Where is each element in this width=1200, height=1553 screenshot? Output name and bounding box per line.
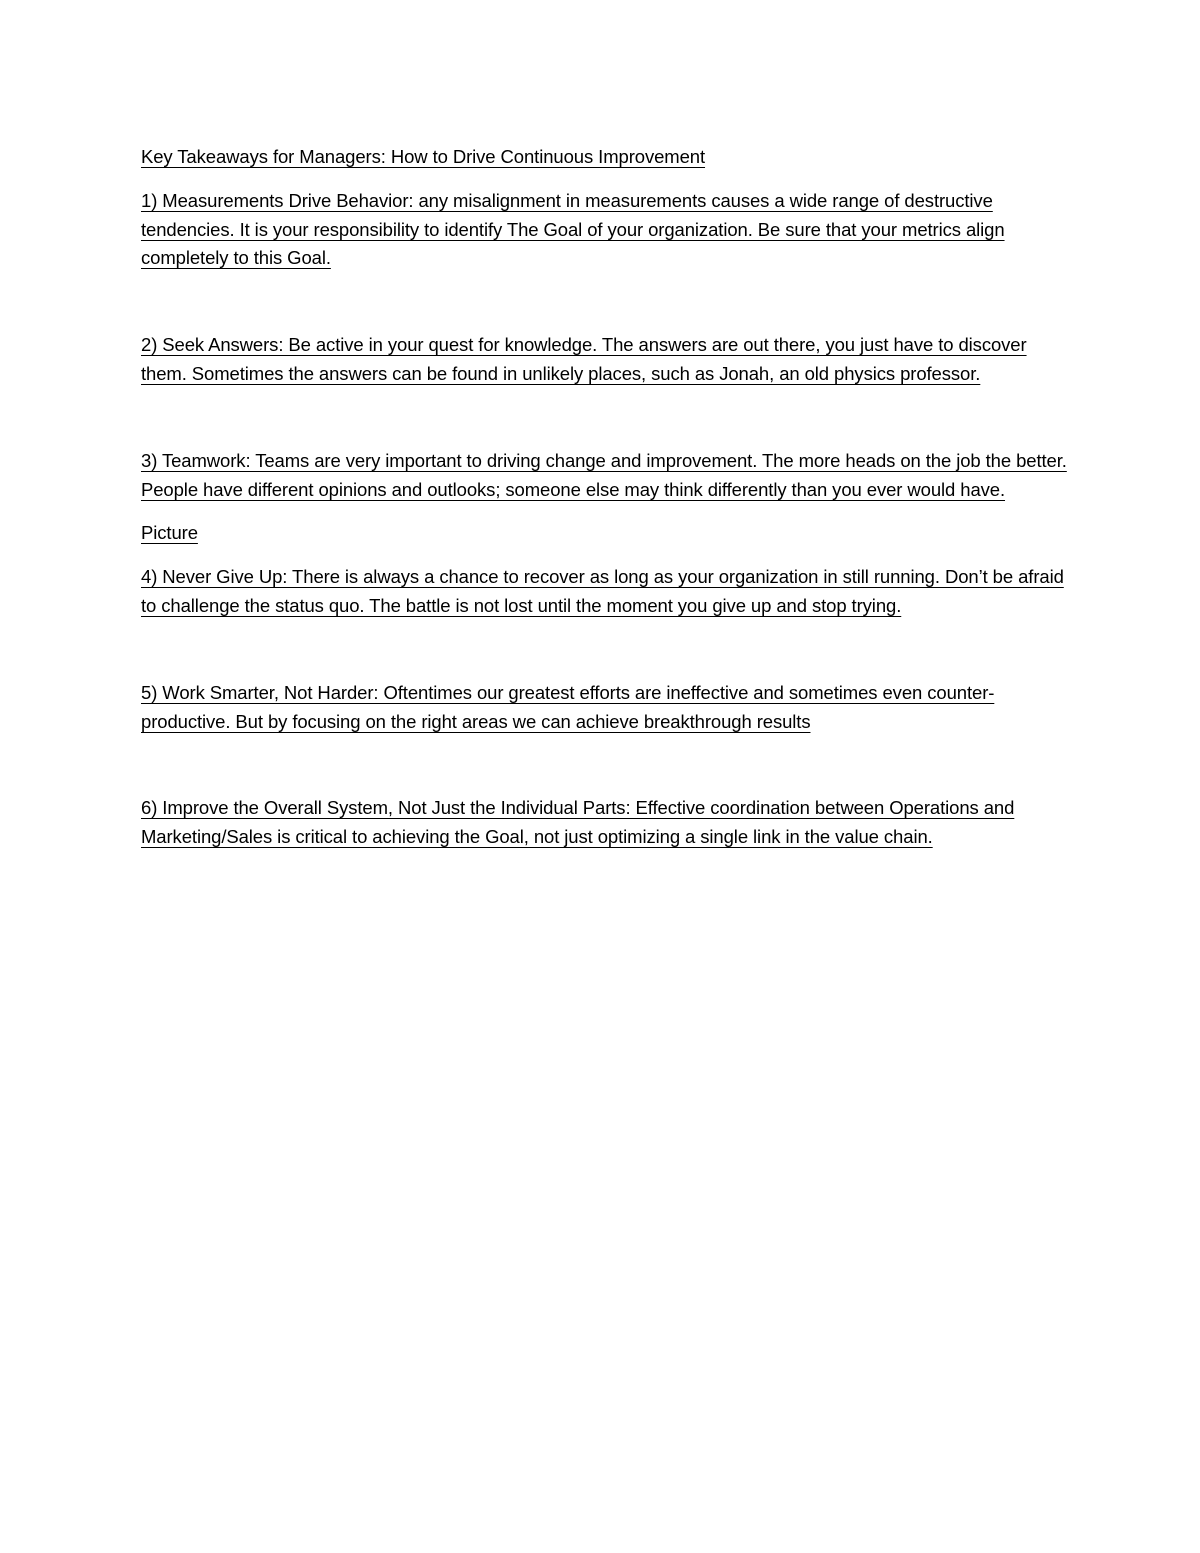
takeaway-item-4: 4) Never Give Up: There is always a chance to recover as long as your organization in still running. Don’t be afraid to challenge the status quo. The battle is not lost until the moment you give up and stop trying. <box>141 566 1064 616</box>
takeaway-item-5: 5) Work Smarter, Not Harder: Oftentimes our greatest efforts are ineffective and sometimes even counter-productive. But by focusing on the right areas we can achieve breakthrough results <box>141 681 995 732</box>
takeaway-item-3: 3) Teamwork: Teams are very important to driving change and improvement. The more heads on the job the better. People have different opinions and outlooks; someone else may think differently than you ever would have. <box>141 449 1067 500</box>
picture-placeholder-label: Picture <box>141 522 198 544</box>
document-title: Key Takeaways for Managers: How to Drive Continuous Improvement <box>141 146 706 167</box>
takeaway-item-2: 2) Seek Answers: Be active in your quest for knowledge. The answers are out there, you just have to discover them. Sometimes the answers can be found in unlikely places, such as Jonah, an old physics professor. <box>141 334 1027 384</box>
takeaway-item-6: 6) Improve the Overall System, Not Just the Individual Parts: Effective coordination between Operations and Marketing/Sales is critical to achieving the Goal, not just optimizing a single link in the value chain. <box>141 797 1015 848</box>
takeaway-item-1: 1) Measurements Drive Behavior: any misalignment in measurements causes a wide range of destructive tendencies. It is your responsibility to identify The Goal of your organization. Be sure that your metrics align completely to this Goal. <box>141 189 1005 269</box>
document-body <box>141 143 1076 910</box>
